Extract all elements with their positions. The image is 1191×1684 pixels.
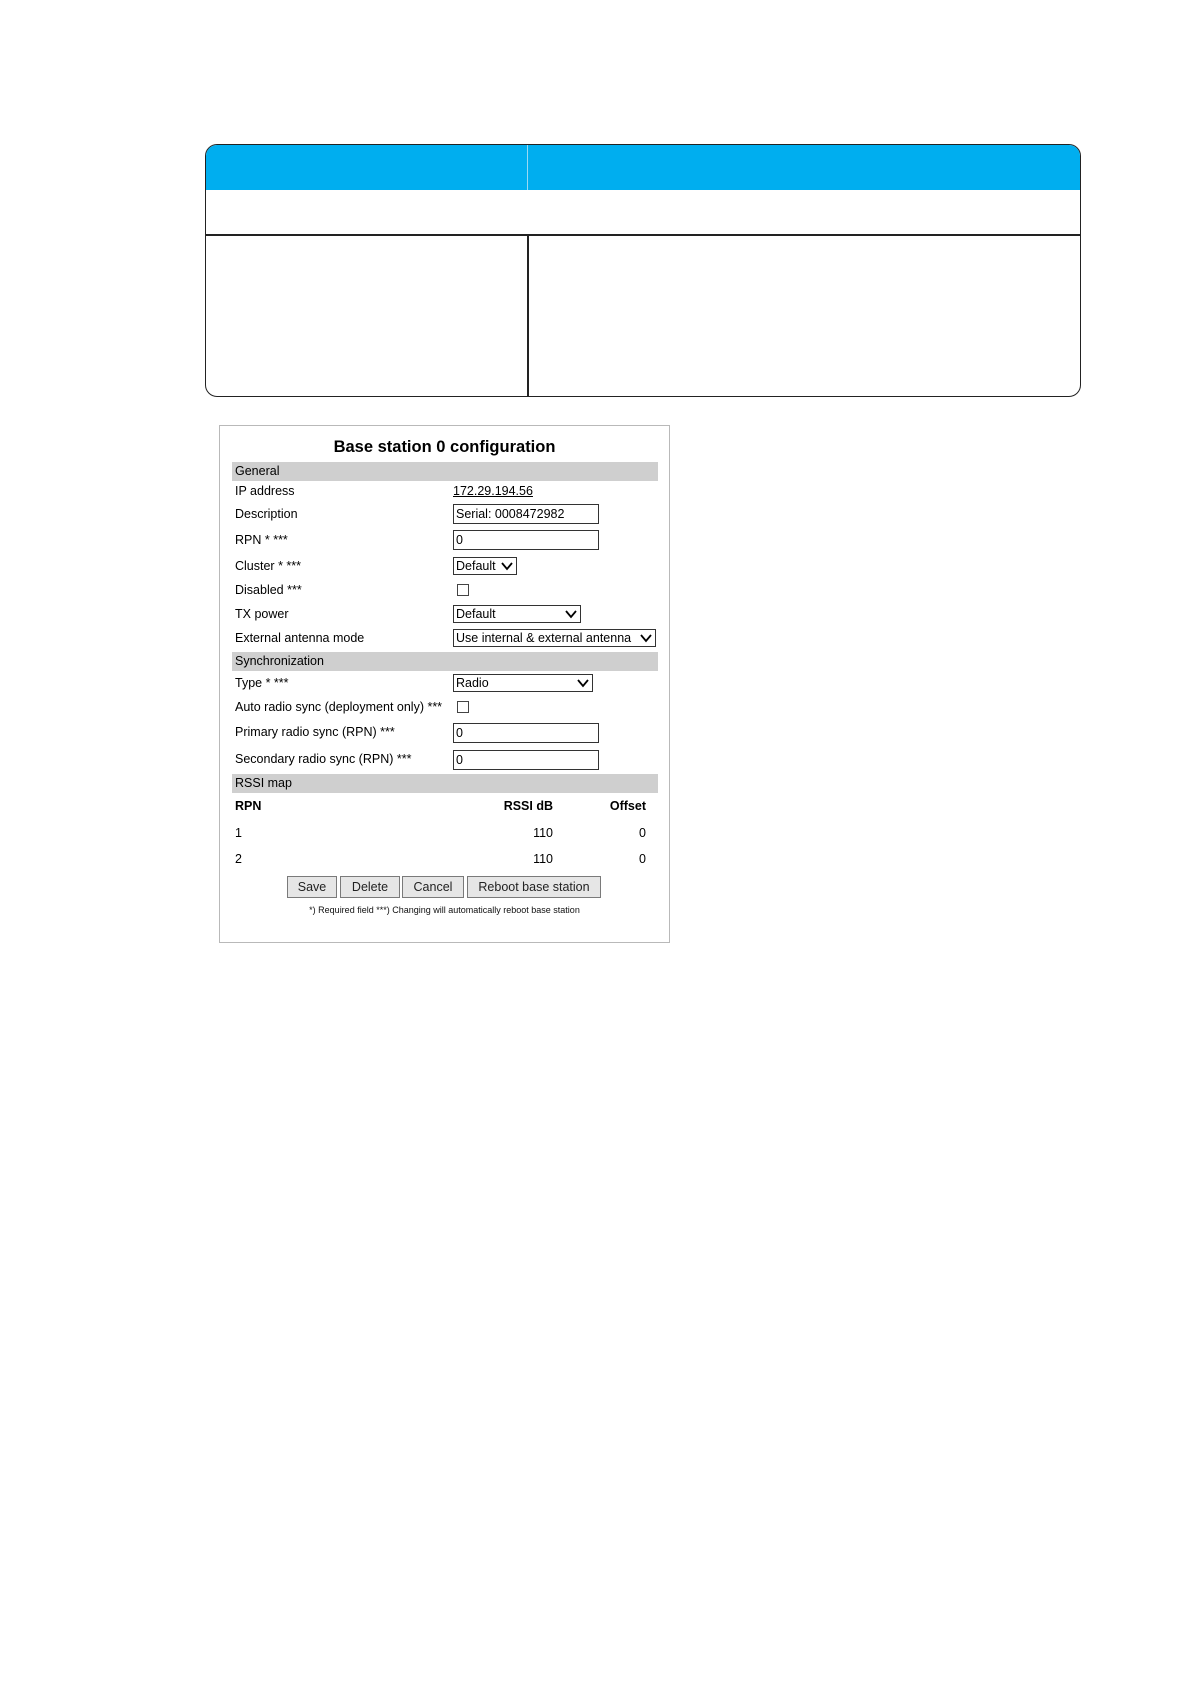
chevron-down-icon: [577, 678, 589, 688]
tx-power-select[interactable]: [453, 605, 581, 623]
chevron-down-icon: [565, 609, 577, 619]
external-antenna-select-value: Use internal & external antenna: [456, 631, 632, 645]
sync-type-select[interactable]: [453, 674, 593, 692]
cluster-select[interactable]: [453, 557, 517, 575]
sync-type-select-value: Radio: [456, 676, 489, 690]
footnote: *) Required field ***) Changing will automatically reboot base station: [309, 905, 580, 915]
description-input[interactable]: Serial: 0008472982: [453, 504, 599, 524]
rssi-row-rssi: 110: [533, 852, 553, 866]
reboot-base-station-button[interactable]: Reboot base station: [467, 876, 601, 898]
table-header-divider: [527, 145, 528, 190]
rpn-label: RPN * ***: [235, 533, 288, 547]
rssi-row-offset: 0: [639, 852, 646, 866]
save-button[interactable]: Save: [287, 876, 337, 898]
table-header: [206, 145, 1080, 190]
rpn-input[interactable]: 0: [453, 530, 599, 550]
rssi-row-rpn: 1: [235, 826, 242, 840]
ip-address-link[interactable]: 172.29.194.56: [453, 484, 533, 498]
secondary-radio-sync-label: Secondary radio sync (RPN) ***: [235, 752, 412, 766]
disabled-checkbox[interactable]: [457, 584, 469, 596]
base-station-config-panel: [219, 425, 670, 943]
auto-radio-sync-label: Auto radio sync (deployment only) ***: [235, 700, 443, 714]
delete-button[interactable]: Delete: [340, 876, 400, 898]
cluster-select-value: Default: [456, 559, 496, 573]
chevron-down-icon: [640, 633, 652, 643]
cancel-button[interactable]: Cancel: [402, 876, 464, 898]
auto-radio-sync-checkbox[interactable]: [457, 701, 469, 713]
rssi-row-rpn: 2: [235, 852, 242, 866]
rssi-header-offset: Offset: [609, 799, 646, 813]
table-row-divider: [206, 234, 1080, 236]
info-table: [205, 144, 1081, 397]
description-label: Description: [235, 507, 298, 521]
tx-power-label: TX power: [235, 607, 289, 621]
rssi-row-rssi: 110: [533, 826, 553, 840]
section-synchronization: Synchronization: [232, 652, 658, 671]
primary-radio-sync-input[interactable]: 0: [453, 723, 599, 743]
rssi-header-rpn: RPN: [235, 799, 262, 813]
disabled-label: Disabled ***: [235, 583, 302, 597]
rssi-row-offset: 0: [639, 826, 646, 840]
section-rssi-map: RSSI map: [232, 774, 658, 793]
primary-radio-sync-label: Primary radio sync (RPN) ***: [235, 725, 395, 739]
tx-power-select-value: Default: [456, 607, 496, 621]
cluster-label: Cluster * ***: [235, 559, 301, 573]
ip-address-label: IP address: [235, 484, 295, 498]
sync-type-label: Type * ***: [235, 676, 289, 690]
external-antenna-select[interactable]: [453, 629, 656, 647]
external-antenna-label: External antenna mode: [235, 631, 365, 645]
chevron-down-icon: [501, 561, 513, 571]
secondary-radio-sync-input[interactable]: 0: [453, 750, 599, 770]
table-column-divider: [527, 235, 529, 396]
section-general: General: [232, 462, 658, 481]
rssi-header-rssi: RSSI dB: [503, 799, 553, 813]
page-title: Base station 0 configuration: [333, 438, 556, 456]
